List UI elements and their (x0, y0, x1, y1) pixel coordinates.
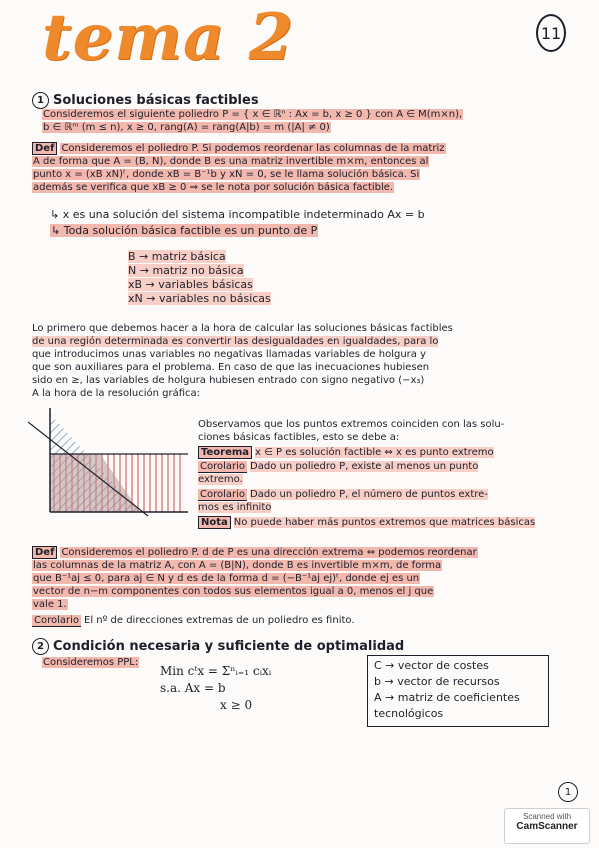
def1-line4 (32, 181, 580, 194)
corolario1-tag: Corolario (200, 461, 246, 472)
corolario2-text-a: Dado un poliedro P, el número de puntos extre- (250, 489, 488, 500)
corolario2-line-b (198, 501, 578, 514)
para-l5 (32, 374, 580, 387)
scanner-line-1: Scanned with (522, 812, 572, 821)
teorema-tag: Teorema (198, 446, 252, 459)
corolario2-text-b: mos es infinito (198, 502, 272, 513)
section1-heading (32, 92, 580, 109)
def2-l4: vector de n−m componentes con todos sus elementos igual a 0, menos el j que (33, 586, 434, 597)
def2-line3 (32, 572, 580, 585)
def2-l2: las columnas de la matriz A, con A = (B|N), donde B es invertible m×m, de forma (33, 560, 442, 571)
corolario1-line-b (198, 473, 578, 486)
para-l3-text: que introducimos unas variables no negativas llamadas variables de holgura y (32, 349, 427, 360)
arrow-note1 (50, 208, 598, 221)
nota-text: No puede haber más puntos extremos que matrices básicas (233, 517, 536, 528)
def2-line5 (32, 598, 580, 611)
legend-2-text: N → matriz no básica (128, 264, 244, 277)
legend-1-text: B → matriz básica (128, 250, 226, 263)
page-number-badge: 11 (536, 14, 566, 52)
legend-3-text: xB → variables básicas (128, 278, 253, 291)
def1-l1: Consideremos el poliedro P. Si podemos reordenar las columnas de la matriz (61, 143, 445, 154)
obs-l2-text: ciones básicas factibles, esto se debe a: (198, 432, 400, 443)
def1-line1 (32, 142, 580, 155)
box-line-1: C → vector de costes (374, 659, 489, 672)
def2-corolario (32, 614, 580, 627)
obs-l1 (198, 418, 578, 431)
legend-3 (128, 278, 599, 291)
para-l5-text: sido en ≥, las variables de holgura hubiesen entrado con signo negativo (−x₃) (32, 375, 425, 386)
para-l4 (32, 361, 580, 374)
nota-line (198, 516, 578, 529)
para-l3 (32, 348, 580, 361)
def2-line2 (32, 559, 580, 572)
corolario1-text-a: Dado un poliedro P, existe al menos un punto (250, 461, 479, 472)
legend-2 (128, 264, 599, 277)
section2-number: 2 (32, 638, 49, 655)
s1-line2-text: b ∈ ℝᵐ (m ≤ n), x ≥ 0, rang(A) = rang(A|b) = m (|A| ≠ 0) (43, 122, 330, 133)
s1-line1-text: Consideremos el siguiente poliedro P = { x ∈ ℝⁿ : Ax = b, x ≥ 0 } con A ∈ M(m×n), (43, 109, 463, 120)
arrow-note1-text: ↳ x es una solución del sistema incompatible indeterminado Ax = b (50, 208, 425, 221)
obs-l1-text: Observamos que los puntos extremos coinciden con las solu- (198, 419, 505, 430)
teorema-line (198, 446, 578, 459)
corolario1-text-b: extremo. (198, 474, 243, 485)
def1-l2: A de forma que A = (B, N), donde B es una matriz invertible m×m, entonces al (33, 156, 429, 167)
arrow-note2-text: ↳ Toda solución básica factible es un punto de P (51, 224, 318, 237)
def2-line4 (32, 585, 580, 598)
def2-l3: que B⁻¹aj ≤ 0, para aj ∈ N y d es de la forma d = (−B⁻¹aj ej)ᵗ, donde ej es un (33, 573, 420, 584)
def1-line2 (32, 155, 580, 168)
legend-4-text: xN → variables no básicas (128, 292, 271, 305)
ppl-intro-text: Consideremos PPL: (43, 657, 139, 668)
para-l1 (32, 322, 580, 335)
def2-line1 (32, 546, 580, 559)
para-l1-text: Lo primero que debemos hacer a la hora de calcular las soluciones básicas factibles (32, 323, 453, 334)
para-l2 (32, 335, 580, 348)
arrow-note2 (50, 224, 598, 237)
page-title: tema 2 (42, 0, 295, 75)
corolario2-tag: Corolario (200, 489, 246, 500)
para-l2-text: de una región determinada es convertir las desigualdades en igualdades, para lo (32, 336, 439, 347)
legend-1 (128, 250, 599, 263)
ppl-objective: Min cᵗx = Σⁿᵢ₌₁ cᵢxᵢ (160, 664, 272, 678)
def1-l4: además se verifica que xB ≥ 0 ⇒ se le nota por solución básica factible. (33, 182, 394, 193)
section2-title: Condición necesaria y suficiente de optimalidad (53, 639, 405, 654)
feasible-region-graph (28, 404, 193, 524)
teorema-text: x ∈ P es solución factible ⇔ x es punto extremo (255, 447, 494, 458)
corolario1-line (198, 460, 578, 473)
ppl-constraint: s.a. Ax = b (160, 681, 226, 695)
nota-tag: Nota (198, 516, 231, 529)
box-line-4: tecnológicos (374, 707, 444, 720)
legend-4 (128, 292, 599, 305)
obs-l2 (198, 431, 578, 444)
box-line-3: A → matriz de coeficientes (374, 691, 520, 704)
bottom-page-number: 1 (558, 782, 578, 802)
ppl-legend-box (367, 655, 549, 727)
para-l6-text: A la hora de la resolución gráfica: (32, 388, 201, 399)
s1-line1 (42, 108, 590, 121)
def2-corolario-text: El nº de direcciones extremas de un poliedro es finito. (84, 615, 355, 626)
def2-corolario-tag: Corolario (34, 615, 80, 626)
box-line-2: b → vector de recursos (374, 675, 500, 688)
def2-l1: Consideremos el poliedro P. d de P es una dirección extrema ⇔ podemos reordenar (61, 547, 477, 558)
def1-l3: punto x = (xB xN)ᵗ, donde xB = B⁻¹b y xN = 0, se le llama solución básica. Si (33, 169, 420, 180)
def2-tag: Def (32, 546, 57, 559)
def2-l5: vale 1. (33, 599, 67, 610)
camscanner-watermark (504, 808, 590, 844)
corolario2-line (198, 488, 578, 501)
section1-title: Soluciones básicas factibles (53, 93, 259, 108)
def1-line3 (32, 168, 580, 181)
para-l4-text: que son auxiliares para el problema. En caso de que las inecuaciones hubiesen (32, 362, 430, 373)
section2-heading (32, 638, 580, 655)
def1-tag: Def (32, 142, 57, 155)
para-l6 (32, 387, 580, 400)
s1-line2 (42, 121, 590, 134)
scanner-line-2: CamScanner (516, 821, 578, 832)
ppl-nonnegativity: x ≥ 0 (220, 698, 253, 712)
section1-number: 1 (32, 92, 49, 109)
